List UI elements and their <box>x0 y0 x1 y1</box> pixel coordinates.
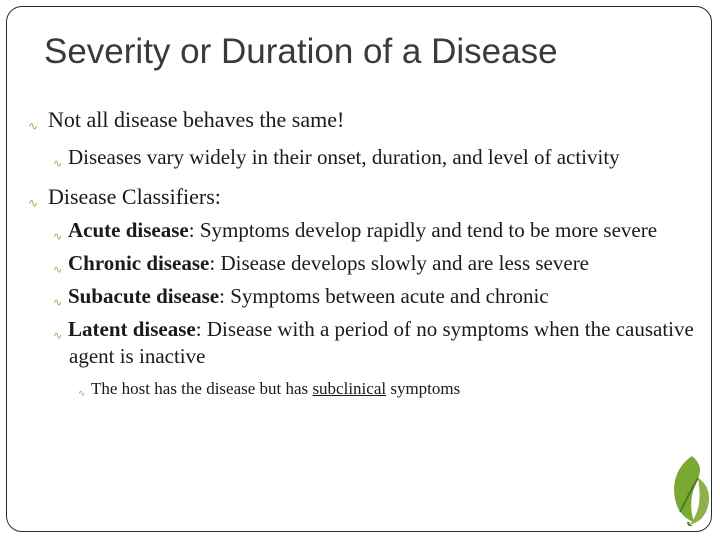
wave-bullet-icon: ∿ <box>53 263 63 276</box>
wave-bullet-icon: ∿ <box>53 329 63 342</box>
classifier-acute <box>28 217 708 244</box>
classifier-subacute <box>28 283 708 310</box>
wave-bullet-icon: ∿ <box>28 196 39 210</box>
bullet-point-1-sub <box>28 144 708 171</box>
classifier-desc: : Symptoms between acute and chronic <box>219 284 549 308</box>
classifier-term: Acute disease <box>68 218 189 242</box>
page-title: Severity or Duration of a Disease <box>44 32 558 71</box>
classifier-desc: : Symptoms develop rapidly and tend to be more severe <box>188 218 658 242</box>
classifier-term: Latent disease <box>68 317 196 341</box>
classifier-term: Subacute disease <box>68 284 220 308</box>
classifier-latent <box>28 316 708 370</box>
wave-bullet-icon: ∿ <box>53 296 63 309</box>
note-text-before: The host has the disease but has <box>91 379 313 398</box>
bullet-text: Not all disease behaves the same! <box>48 107 345 132</box>
classifier-desc: : Disease with a period of no symptoms when the causative agent is inactive <box>69 317 694 368</box>
wave-bullet-icon: ∿ <box>53 157 63 170</box>
classifier-chronic <box>28 250 708 277</box>
latent-note <box>28 378 708 400</box>
wave-bullet-icon: ∿ <box>53 230 63 243</box>
note-text-after: symptoms <box>386 379 461 398</box>
wave-bullet-icon: ∿ <box>28 119 39 133</box>
bullet-point-1 <box>28 106 708 134</box>
bullet-text: Disease Classifiers: <box>48 184 221 209</box>
bullet-text: Diseases vary widely in their onset, duration, and level of activity <box>68 145 620 169</box>
slide-body <box>28 106 708 400</box>
classifier-desc: : Disease develops slowly and are less severe <box>209 251 590 275</box>
wave-bullet-icon: ∿ <box>78 389 86 399</box>
leaf-logo-icon <box>668 452 714 526</box>
note-underlined-term: subclinical <box>312 379 387 398</box>
classifier-term: Chronic disease <box>68 251 210 275</box>
bullet-point-2 <box>28 183 708 211</box>
